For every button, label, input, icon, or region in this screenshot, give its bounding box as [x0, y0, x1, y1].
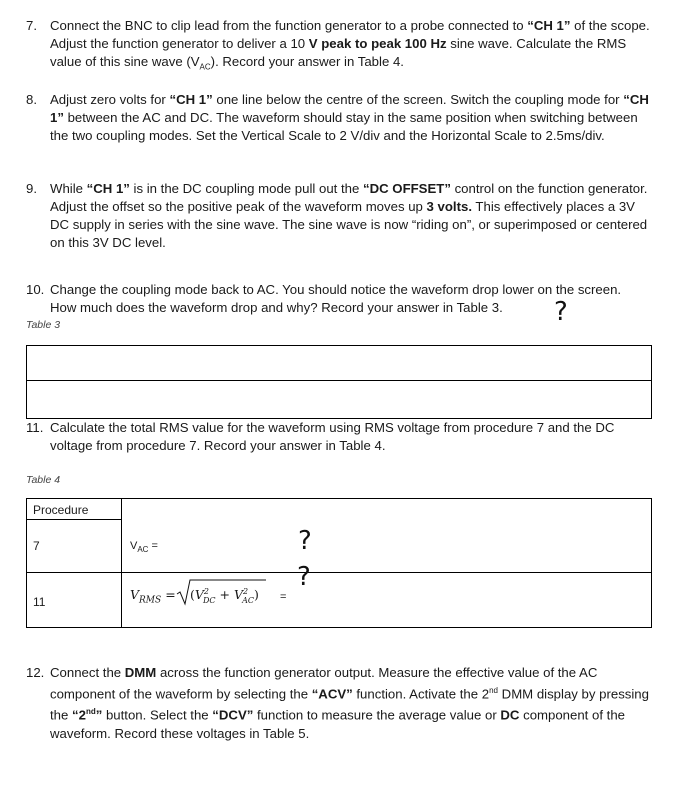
step-text	[50, 664, 656, 743]
table-4-row-divider	[26, 572, 651, 573]
question-mark: ?	[297, 562, 311, 592]
table-3-caption: Table 3	[26, 319, 61, 331]
step-text-segment: nd	[85, 707, 96, 717]
step-text-segment: DC	[500, 707, 520, 723]
step-text	[50, 180, 656, 252]
step-text-segment: sine wave. Calculate the RMS value of this sine wave (V	[50, 36, 627, 69]
step-text-segment: ”	[95, 707, 103, 723]
step-text-segment: DMM display by pressing the	[50, 686, 649, 723]
step-number: 11.	[26, 420, 44, 435]
step-10	[26, 281, 646, 317]
question-mark: ?	[554, 297, 568, 327]
step-text	[50, 17, 656, 77]
step-12	[26, 664, 656, 743]
step-number: 12.	[26, 665, 45, 680]
step-text-segment: This effectively places a 3V DC supply in series with the sine wave. The sine wave is now “riding on”, or superimposed or centered on this 3V DC level.	[50, 199, 648, 250]
step-text-segment: between the AC and DC. The waveform should stay in the same position when switching between the two coupling modes. Set the Vertical Scale to 2 V/div and the Horizontal Scale to 2.5ms/div.	[50, 110, 638, 143]
step-text-segment: of the scope. Adjust the function generator to deliver a 10	[50, 18, 650, 51]
step-text-segment: component of the waveform. Record these voltages in Table 5.	[50, 707, 626, 741]
step-text-segment: ). Record your answer in Table 4.	[210, 54, 404, 69]
table-4-caption: Table 4	[26, 474, 61, 486]
row-7-vac-label: $V_{AC}$ =	[130, 540, 158, 555]
step-text-segment: “CH 1”	[86, 181, 130, 196]
row-7-procedure: 7	[33, 539, 40, 553]
table-4-column-divider	[121, 498, 122, 627]
radicand: $(V^2_{DC} + V^2_{AC})$	[190, 587, 259, 605]
step-text-segment: control on the function generator. Adjust the offset so the positive peak of the waveform moves up	[50, 181, 648, 214]
question-mark: ?	[298, 526, 312, 556]
step-text-segment: nd	[489, 686, 498, 695]
step-text-segment: across the function generator output. Measure the effective value of the AC component of the waveform by selecting the	[50, 665, 598, 702]
step-text-segment: “CH 1”	[527, 18, 571, 33]
step-number: 7.	[26, 18, 37, 33]
step-9	[26, 180, 656, 252]
table-4-header-divider	[26, 519, 121, 520]
step-text-segment: “DCV”	[212, 707, 254, 723]
step-text-segment: function. Activate the 2	[352, 686, 490, 702]
step-text-segment: Adjust zero volts for	[50, 92, 170, 107]
step-text-segment: is in the DC coupling mode pull out the	[129, 181, 363, 196]
step-text-segment: DMM	[124, 665, 157, 680]
row-11-procedure: 11	[33, 595, 46, 609]
step-8	[26, 91, 656, 145]
table-4-header-procedure: Procedure	[33, 503, 89, 517]
radical-overbar	[190, 579, 280, 581]
step-text-segment: “ACV”	[311, 686, 353, 702]
step-text-segment: “CH 1”	[169, 92, 213, 107]
equals-sign: =	[280, 591, 287, 603]
step-text-segment: “2	[72, 707, 86, 723]
step-text	[50, 91, 656, 145]
step-text-segment: “DC OFFSET”	[363, 181, 451, 196]
step-text-segment: While	[50, 181, 87, 196]
vrms-formula: $V_{RMS}$ =	[130, 587, 176, 606]
table-4-border	[26, 498, 652, 628]
table-3-border	[26, 345, 652, 419]
step-text-segment: AC	[199, 62, 211, 72]
step-text-segment: function to measure the average value or	[253, 707, 501, 723]
step-text-segment: V peak to peak 100 Hz	[308, 36, 447, 51]
step-text-segment: Calculate the total RMS value for the waveform using RMS voltage from procedure 7 and the DC voltage from procedure 7. Record your answer in Table 4.	[50, 420, 615, 453]
step-text-segment: Change the coupling mode back to AC. You should notice the waveform drop lower on the screen. How much does the waveform drop and why? Record your answer in Table 3.	[50, 282, 622, 315]
step-number: 8.	[26, 92, 37, 107]
step-text	[50, 419, 656, 455]
table-3-row-divider	[26, 380, 651, 381]
step-text-segment: one line below the centre of the screen. Switch the coupling mode for	[212, 92, 624, 107]
step-number: 10.	[26, 282, 45, 297]
step-text-segment: button. Select the	[102, 707, 213, 723]
step-7	[26, 17, 656, 77]
step-number: 9.	[26, 181, 37, 196]
step-text-segment: Connect the	[50, 665, 125, 680]
step-text-segment: 3 volts.	[426, 199, 472, 214]
step-text-segment: “CH 1”	[50, 92, 649, 125]
step-text-segment: Connect the BNC to clip lead from the function generator to a probe connected to	[50, 18, 528, 33]
step-11	[26, 419, 656, 455]
